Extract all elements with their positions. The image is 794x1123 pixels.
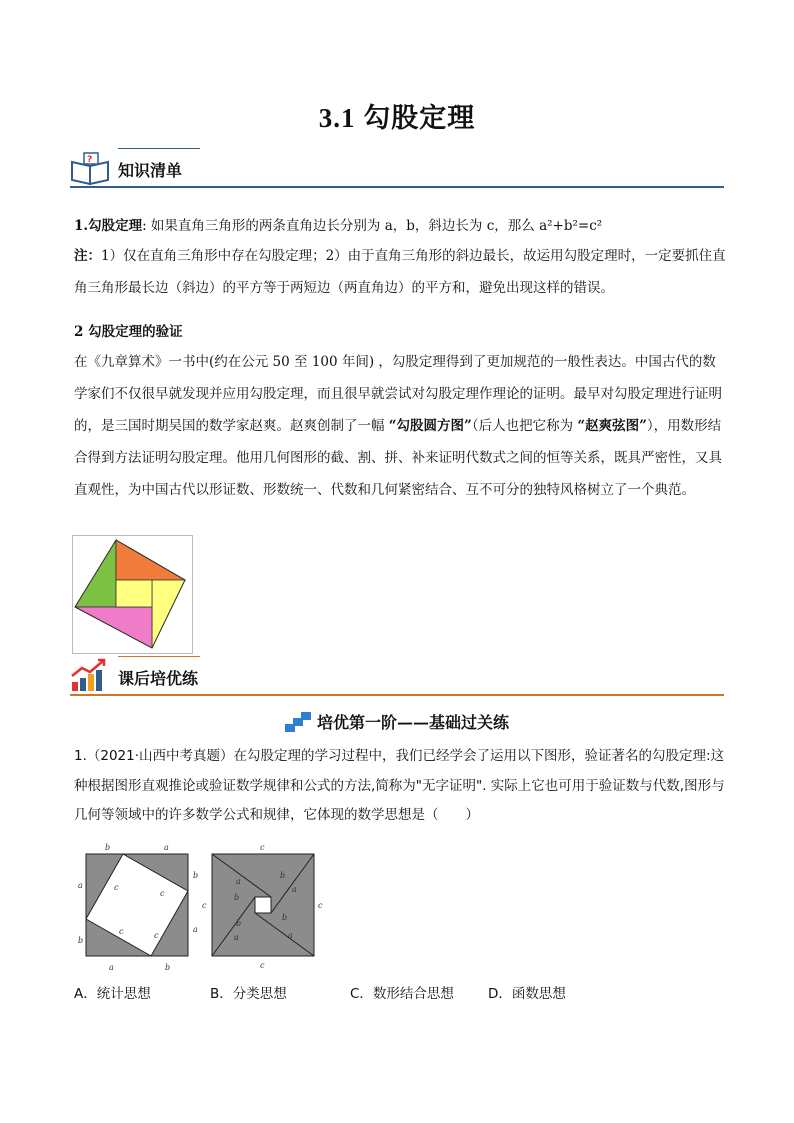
note-paragraph [74,240,726,304]
label-b: b [234,893,240,902]
section-divider [70,694,724,696]
book-icon [70,152,112,190]
option-a[interactable]: A．统计思想 [74,986,151,1002]
question-1-figure-left [72,840,202,979]
verify-paragraph [74,346,726,506]
section-heading: 知识清单 [118,161,183,180]
theorem-label: 1.勾股定理 [74,218,143,234]
label-b: b [165,963,171,972]
label-b: b [280,871,286,880]
bar-chart-icon [70,658,108,696]
label-c: c [114,883,119,892]
section-heading: 课后培优练 [118,669,199,688]
theorem-paragraph [74,210,726,242]
answer-options [74,982,674,1002]
label-b: b [282,913,288,922]
page-title: 3.1 勾股定理 [318,103,476,133]
label-a: a [234,933,239,942]
verify-text-2: （后人也把它称为 [471,418,578,434]
verify-text-3: ），用数形结合得到方法证明勾股定理。他用几何图形的截、割、拼、补来证明代数式之间的恒等关系，既具严密性，又具直观性，为中国古代以形证数、形数统一、代数和几何紧密结合、互不可分的独特风格树立了一个典范。 [74,418,722,498]
option-d[interactable]: D．函数思想 [488,986,566,1002]
label-b: b [236,919,242,928]
option-b[interactable]: B．分类思想 [210,986,287,1002]
label-c: c [119,927,124,936]
theorem-text-a: : 如果直角三角形的两条直角边长分别为 [142,218,385,234]
tier-heading [0,710,794,736]
section-divider [70,186,724,188]
question-1-text: 1.（2021·山西中考真题）在勾股定理的学习过程中，我们已经学会了运用以下图形，验证著名的勾股定理:这种根据图形直观推论或验证数学规律和公式的方法,简称为"无字证明". 实际上它也可用于验证数与代数,图形与几何等领域中的许多数学公式和规律，它体现的数学思想是（ ） [74,748,725,823]
term-gougu-diagram: “勾股圆方图” [388,418,472,434]
label-a: a [288,931,293,940]
label-a: a [292,885,297,894]
tier-heading-text: 培优第一阶——基础过关练 [316,713,509,732]
label-a: a [109,963,114,972]
label-a: a [236,877,241,886]
label-b: b [78,936,84,945]
theorem-text-b: a，b，斜边长为 c，那么 a²+b²=c² [384,218,603,234]
label-c: c [160,889,165,898]
label-a: a [78,881,83,890]
label-c: c [260,961,265,970]
label-b: b [193,871,199,880]
svg-text:?: ? [87,155,93,165]
note-text: 1）仅在直角三角形中存在勾股定理；2）由于直角三角形的斜边最长，故运用勾股定理时，一定要抓住直角三角形最长边（斜边）的平方等于两短边（两直角边）的平方和，避免出现这样的错误。 [74,248,726,296]
section-header-practice [70,656,724,696]
label-c: c [154,931,159,940]
option-c[interactable]: C．数形结合思想 [350,986,454,1002]
steps-icon [285,712,311,736]
section-header-knowledge [70,148,724,188]
verify-heading: 2 勾股定理的验证 [74,324,183,340]
note-label: 注： [74,248,101,264]
label-c: c [202,901,207,910]
question-1-figure-right [198,840,328,979]
label-c: c [318,901,323,910]
label-a: a [164,843,169,852]
label-c: c [260,843,265,852]
label-a: a [193,925,198,934]
verify-text-1: 在《九章算术》一书中(约在公元 50 至 100 年间) ，勾股定理得到了更加规范的一般性表达。中国古代的数学家们不仅很早就发现并应用勾股定理，而且很早就尝试对勾股定理作理论的证明。最早对勾股定理进行证明的，是三国时期吴国的数学家赵爽。赵爽创制了一幅 [74,354,722,434]
term-zhaoshuang-diagram: “赵爽弦图” [577,418,647,434]
zhaoshuang-figure [72,535,194,659]
label-b: b [105,843,111,852]
